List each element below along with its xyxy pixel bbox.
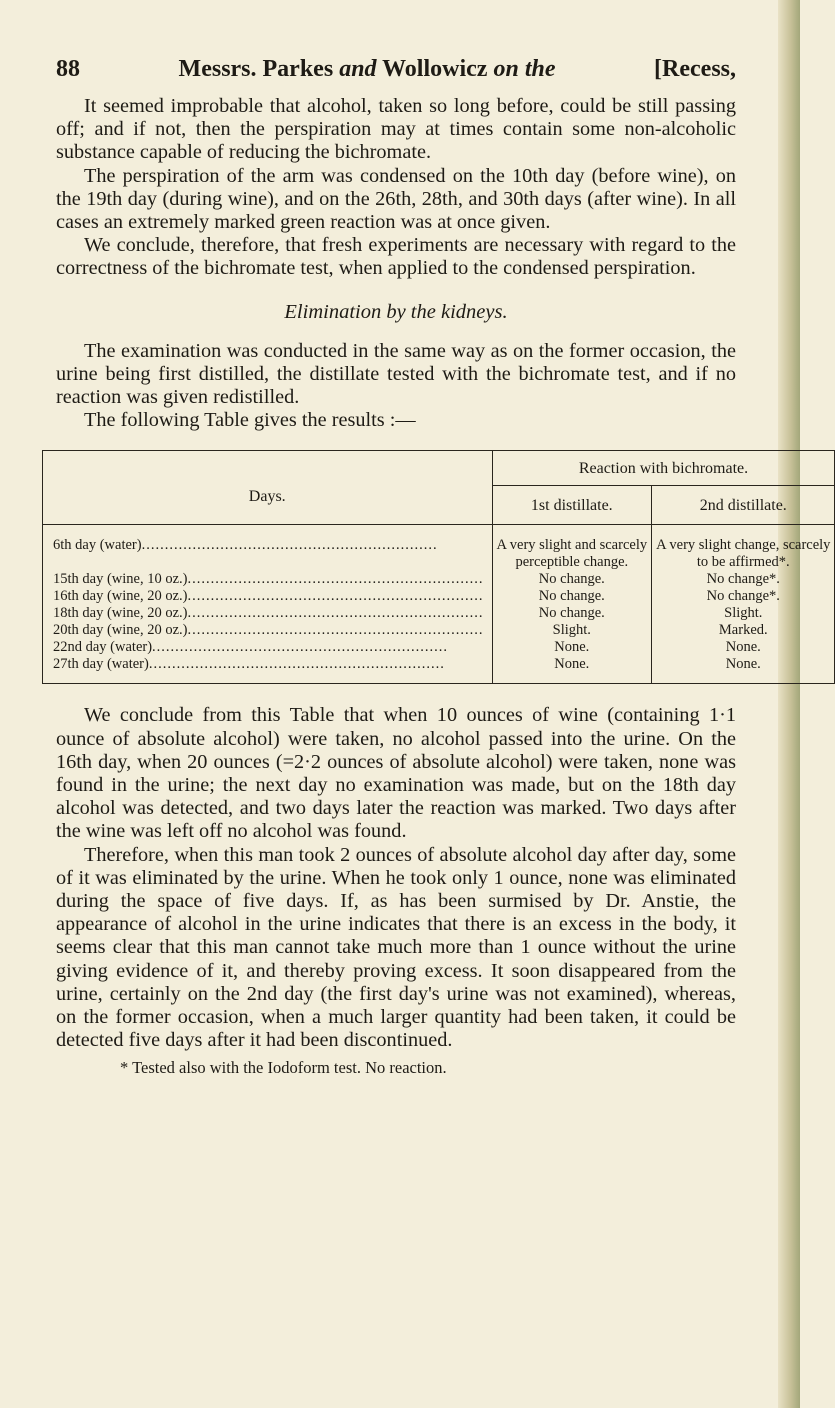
table-row	[53, 622, 484, 639]
day-label: 27th day (water)	[53, 656, 149, 673]
second-distillate-cell: Marked.	[718, 622, 768, 639]
first-distillate-cell: No change.	[538, 571, 605, 588]
title-the: the	[524, 56, 556, 82]
running-title	[179, 56, 556, 83]
section-heading: Elimination by the kidneys.	[284, 300, 508, 323]
paragraph: We conclude, therefore, that fresh experiments are necessary with regard to the correctness of the bichromate test, when applied to the condensed perspiration.	[56, 234, 736, 280]
day-label: 18th day (wine, 20 oz.)	[53, 605, 188, 622]
days-column	[43, 525, 493, 684]
page-edge	[778, 0, 800, 1408]
leader-dots	[188, 588, 484, 605]
first-distillate-cell: A very slight and scarcely	[496, 537, 648, 554]
first-distillate-cell: Slight.	[552, 622, 591, 639]
table-row	[53, 571, 484, 588]
title-on: on	[493, 56, 519, 82]
second-distillate-column	[652, 525, 835, 684]
title-name: Wollowicz	[382, 56, 488, 82]
table-row	[53, 656, 484, 673]
paragraph: The following Table gives the results :—	[84, 409, 416, 432]
reaction-header: Reaction with bichromate.	[492, 451, 835, 486]
results-table	[42, 450, 835, 684]
running-section: [Recess,	[654, 56, 736, 82]
paragraph: The examination was conducted in the same way as on the former occasion, the urine being first distilled, the distillate tested with the bichromate test, and if no reaction was given redistilled.	[56, 339, 736, 409]
leader-dots	[149, 656, 484, 673]
table-row-spacer	[53, 554, 484, 571]
second-distillate-cell: Slight.	[724, 605, 763, 622]
days-header: Days.	[43, 451, 493, 525]
first-distillate-header: 1st distillate.	[492, 486, 652, 525]
footnote: * Tested also with the Iodoform test. No reaction.	[120, 1058, 447, 1078]
paragraph: Therefore, when this man took 2 ounces of absolute alcohol day after day, some of it was eliminated by the urine. When he took only 1 ounce, none was eliminated during the space of five days. If, as has been surmised by Dr. Anstie, the appearance of alcohol in the urine indicates that there is an excess in the body, it seems clear that this man cannot take much more than 1 ounce without the urine giving evidence of it, and thereby proving excess. It soon disappeared from the urine, certainly on the 2nd day (the first day's urine was not examined), whereas, on the former occasion, when a much larger quantity had been taken, it could be detected five days after it had been discontinued.	[56, 843, 736, 1052]
second-distillate-cell: No change*.	[706, 588, 780, 605]
leader-dots	[188, 622, 484, 639]
day-label: 20th day (wine, 20 oz.)	[53, 622, 188, 639]
first-distillate-cell: No change.	[538, 588, 605, 605]
second-distillate-cell: No change*.	[706, 571, 780, 588]
second-distillate-cell: None.	[725, 639, 761, 656]
day-label: 16th day (wine, 20 oz.)	[53, 588, 188, 605]
title-authors: Messrs. Parkes	[178, 56, 334, 82]
first-distillate-cell: No change.	[538, 605, 605, 622]
table-row	[53, 537, 484, 554]
table-row	[53, 605, 484, 622]
day-label: 15th day (wine, 10 oz.)	[53, 571, 188, 588]
first-distillate-cell: None.	[554, 639, 590, 656]
leader-dots	[188, 571, 484, 588]
second-distillate-cell: to be affirmed*.	[696, 554, 790, 571]
first-distillate-cell: None.	[554, 656, 590, 673]
table-row	[53, 639, 484, 656]
book-page	[53, 56, 831, 1078]
first-distillate-cell: perceptible change.	[515, 554, 629, 571]
paragraph: We conclude from this Table that when 10 ounces of wine (containing 1·1 ounce of absolute alcohol) were taken, no alcohol passed into the urine. On the 16th day, when 20 ounces (=2·2 ounces of absolute alcohol) were taken, none was found in the urine; the next day no examination was made, but on the 18th day alcohol was detected, and two days later the reaction was marked. Two days after the wine was left off no alcohol was found.	[56, 704, 736, 843]
paragraph: It seemed improbable that alcohol, taken so long before, could be still passing off; and if not, then the perspiration may at times contain some non-alcoholic substance capable of reducing the bichromate.	[56, 95, 736, 164]
paragraph: The perspiration of the arm was condensed on the 10th day (before wine), on the 19th day (during wine), and on the 26th, 28th, and 30th days (after wine). In all cases an extremely marked green reaction was at once given.	[56, 164, 736, 234]
running-header	[56, 56, 736, 83]
leader-dots	[152, 639, 483, 656]
second-distillate-header: 2nd distillate.	[652, 486, 835, 525]
day-label: 6th day (water)	[53, 537, 142, 554]
first-distillate-column	[492, 525, 652, 684]
second-distillate-cell: None.	[725, 656, 761, 673]
day-label: 22nd day (water)	[53, 639, 153, 656]
leader-dots	[188, 605, 484, 622]
title-and: and	[339, 56, 377, 82]
table-row	[53, 588, 484, 605]
second-distillate-cell: A very slight change, scarcely	[656, 537, 831, 554]
page-number: 88	[56, 56, 80, 82]
leader-dots	[142, 537, 484, 554]
